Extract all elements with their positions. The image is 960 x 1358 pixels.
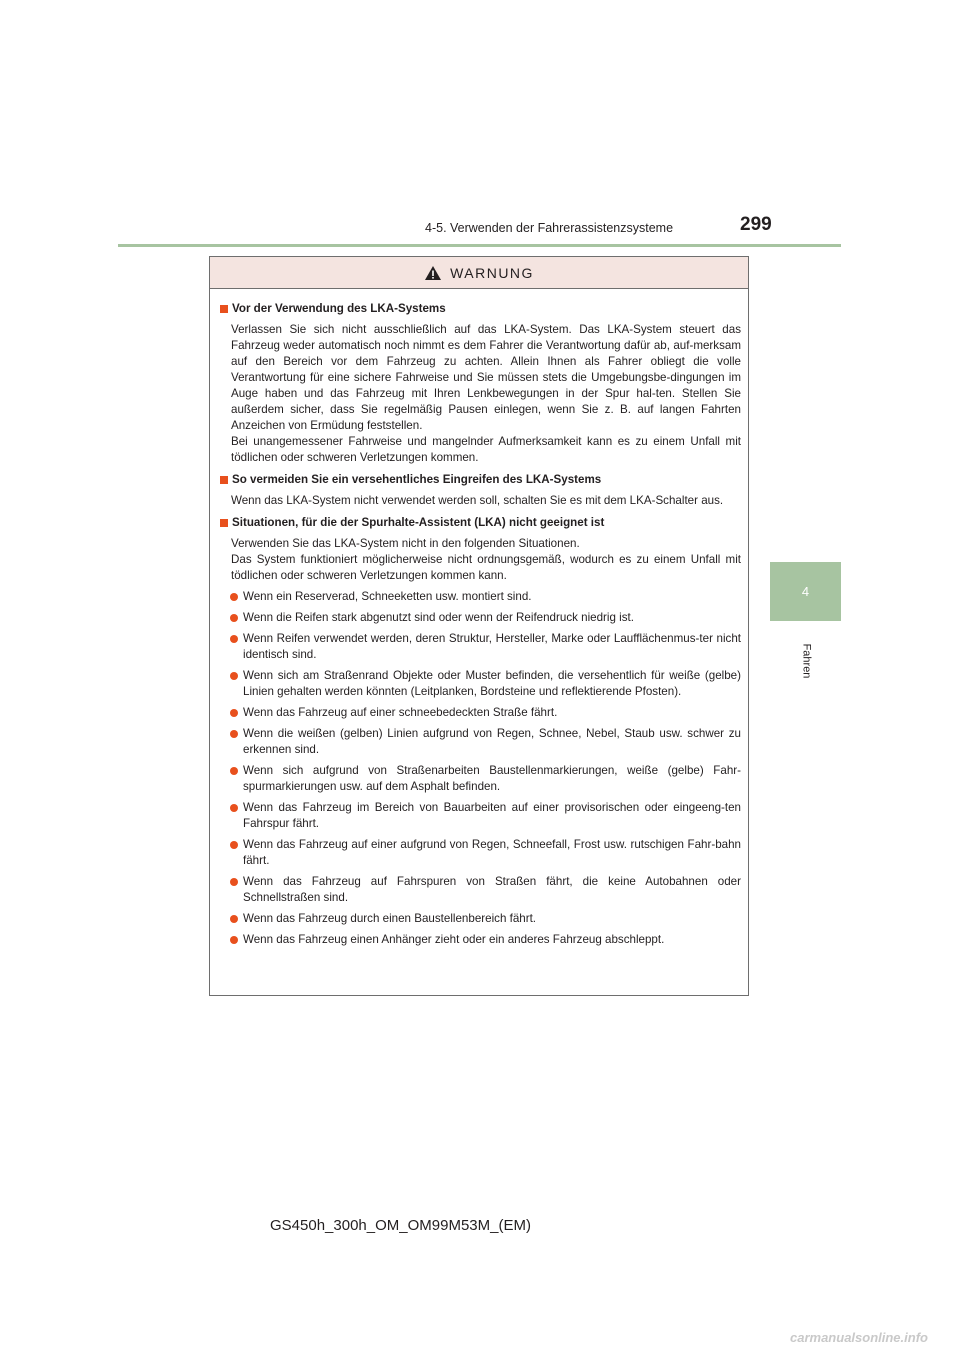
section-heading xyxy=(220,472,741,488)
round-bullet-icon xyxy=(230,635,238,643)
list-item xyxy=(220,726,741,758)
list-item xyxy=(220,911,741,927)
list-item xyxy=(220,610,741,626)
list-item xyxy=(220,800,741,832)
warning-section xyxy=(220,472,741,509)
section-heading-text: Situationen, für die der Spurhalte-Assistent (LKA) nicht geeignet ist xyxy=(232,516,605,529)
list-item-text: Wenn die Reifen stark abgenutzt sind oder wenn der Reifendruck niedrig ist. xyxy=(243,611,634,624)
section-paragraph: Verwenden Sie das LKA-System nicht in den folgenden Situationen. xyxy=(231,537,580,550)
round-bullet-icon xyxy=(230,709,238,717)
warning-section xyxy=(220,301,741,466)
situation-list xyxy=(220,589,741,948)
list-item xyxy=(220,837,741,869)
list-item-text: Wenn das Fahrzeug auf einer aufgrund von Regen, Schneefall, Frost usw. rutschigen Fahr-bahn fährt. xyxy=(243,838,741,867)
chapter-label: Fahren xyxy=(799,643,812,679)
list-item-text: Wenn das Fahrzeug auf Fahrspuren von Straßen fährt, die keine Autobahnen oder Schnellstraßen sind. xyxy=(243,875,741,904)
footer-document-code: GS450h_300h_OM_OM99M53M_(EM) xyxy=(270,1217,531,1234)
header-divider xyxy=(118,244,841,247)
warning-title: WARNUNG xyxy=(450,264,534,281)
round-bullet-icon xyxy=(230,672,238,680)
list-item xyxy=(220,668,741,700)
section-heading-text: So vermeiden Sie ein versehentliches Eingreifen des LKA-Systems xyxy=(232,473,602,486)
section-paragraph: Bei unangemessener Fahrweise und mangelnder Aufmerksamkeit kann es zu einem Unfall mit tödlichen oder schweren Verletzungen kommen. xyxy=(231,435,741,464)
list-item-text: Wenn sich am Straßenrand Objekte oder Muster befinden, die versehentlich für weiße (gelbe) Linien gehalten werden könnten (Leitplanken, Bordsteine und reflektierende Pfosten). xyxy=(243,669,741,698)
list-item-text: Wenn das Fahrzeug durch einen Baustellenbereich fährt. xyxy=(243,912,537,925)
warning-header xyxy=(210,257,748,289)
square-bullet-icon xyxy=(220,305,228,313)
square-bullet-icon xyxy=(220,476,228,484)
list-item-text: Wenn das Fahrzeug im Bereich von Bauarbeiten auf einer provisorischen oder eingeeng-ten Fahrspur fährt. xyxy=(243,801,741,830)
list-item-text: Wenn die weißen (gelben) Linien aufgrund von Regen, Schnee, Nebel, Staub usw. schwer zu erkennen sind. xyxy=(243,727,741,756)
round-bullet-icon xyxy=(230,878,238,886)
section-paragraph: Wenn das LKA-System nicht verwendet werden soll, schalten Sie es mit dem LKA-Schalter aus. xyxy=(231,494,724,507)
list-item-text: Wenn ein Reserverad, Schneeketten usw. montiert sind. xyxy=(243,590,532,603)
round-bullet-icon xyxy=(230,593,238,601)
list-item-text: Wenn das Fahrzeug einen Anhänger zieht oder ein anderes Fahrzeug abschleppt. xyxy=(243,933,665,946)
square-bullet-icon xyxy=(220,519,228,527)
page-number: 299 xyxy=(740,214,772,235)
warning-content xyxy=(210,289,748,948)
list-item xyxy=(220,589,741,605)
round-bullet-icon xyxy=(230,804,238,812)
list-item-text: Wenn das Fahrzeug auf einer schneebedeckten Straße fährt. xyxy=(243,706,558,719)
chapter-number: 4 xyxy=(801,584,810,599)
list-item xyxy=(220,763,741,795)
warning-box xyxy=(209,256,749,996)
list-item xyxy=(220,874,741,906)
section-heading xyxy=(220,515,741,531)
section-heading xyxy=(220,301,741,317)
list-item xyxy=(220,932,741,948)
warning-section xyxy=(220,515,741,948)
list-item xyxy=(220,631,741,663)
round-bullet-icon xyxy=(230,614,238,622)
round-bullet-icon xyxy=(230,915,238,923)
list-item xyxy=(220,705,741,721)
section-paragraph: Verlassen Sie sich nicht ausschließlich auf das LKA-System. Das LKA-System steuert das Fahrzeug weder automatisch noch nimmt es dem Fahrer die Verantwortung dafür ab, auf-merksam auf den Bereich vor dem Fahrzeug zu achten. Allein Ihnen als Fahrer obliegt die volle Verantwortung für eine sichere Fahrweise und Sie müssen stets die Umgebungsbe-dingungen im Auge haben und das Fahrzeug mit Ihren Lenkbewegungen in der Spur hal-ten. Stellen Sie außerdem sicher, dass Sie regelmäßig Pausen einlegen, wenn Sie z. B. auf langen Fahrten Anzeichen von Ermüdung feststellen. xyxy=(231,323,741,432)
list-item-text: Wenn sich aufgrund von Straßenarbeiten Baustellenmarkierungen, weiße (gelbe) Fahr-spurmarkierungen usw. auf dem Asphalt befinden. xyxy=(243,764,741,793)
chapter-tab xyxy=(770,562,841,621)
section-heading-text: Vor der Verwendung des LKA-Systems xyxy=(232,302,446,315)
round-bullet-icon xyxy=(230,936,238,944)
warning-triangle-icon xyxy=(424,265,442,281)
watermark-logo: carmanualsonline.info xyxy=(790,1330,928,1345)
section-header-title: 4-5. Verwenden der Fahrerassistenzsysteme xyxy=(425,221,674,235)
chapter-label-container xyxy=(776,631,836,691)
list-item-text: Wenn Reifen verwendet werden, deren Struktur, Hersteller, Marke oder Laufflächenmus-ter nicht identisch sind. xyxy=(243,632,741,661)
round-bullet-icon xyxy=(230,841,238,849)
section-paragraph: Das System funktioniert möglicherweise nicht ordnungsgemäß, wodurch es zu einem Unfall mit tödlichen oder schweren Verletzungen kommen kann. xyxy=(231,553,741,582)
round-bullet-icon xyxy=(230,730,238,738)
round-bullet-icon xyxy=(230,767,238,775)
